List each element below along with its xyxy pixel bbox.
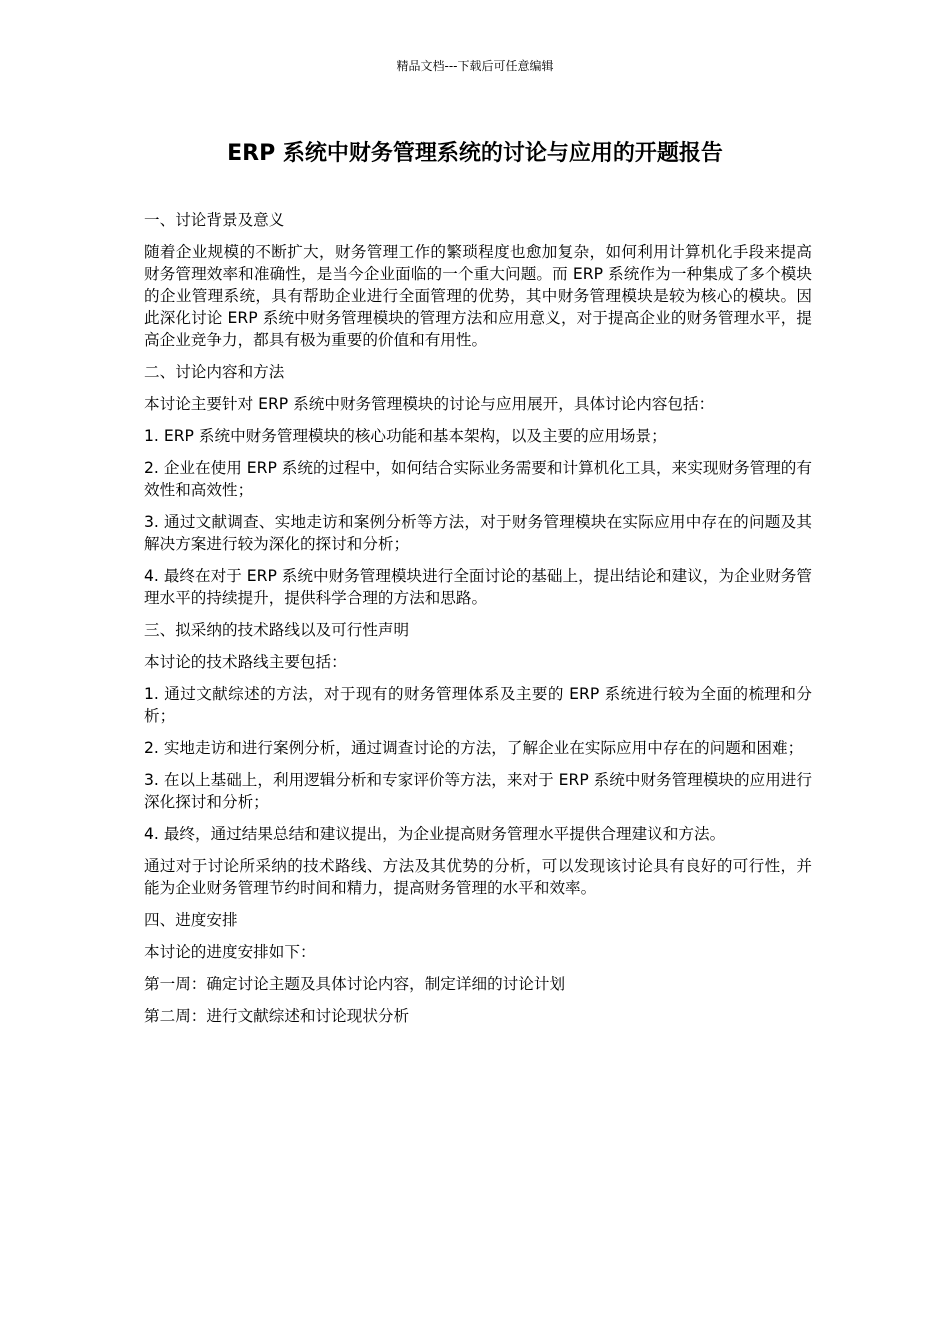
route-item-4: 4. 最终，通过结果总结和建议提出，为企业提高财务管理水平提供合理建议和方法。 [144,825,726,843]
route-item-3: 3. 在以上基础上，利用逻辑分析和专家评价等方法，来对于 ERP 系统中财务管理模块的应用进行深化探讨和分析； [144,771,812,811]
content-item-3: 3. 通过文献调查、实地走访和案例分析等方法，对于财务管理模块在实际应用中存在的问题及其解决方案进行较为深化的探讨和分析； [144,513,812,553]
schedule-intro-paragraph: 本讨论的进度安排如下： [144,943,316,961]
page-header-note: 精品文档---下载后可任意编辑 [396,59,554,73]
route-item-2: 2. 实地走访和进行案例分析，通过调查讨论的方法，了解企业在实际应用中存在的问题和困难； [144,739,804,757]
document-body [144,209,812,1037]
content-item-4: 4. 最终在对于 ERP 系统中财务管理模块进行全面讨论的基础上，提出结论和建议，为企业财务管理水平的持续提升，提供科学合理的方法和思路。 [144,567,812,607]
content-item-1: 1. ERP 系统中财务管理模块的核心功能和基本架构，以及主要的应用场景； [144,427,667,445]
section-heading-background: 一、讨论背景及意义 [144,211,285,229]
document-title: ERP 系统中财务管理系统的讨论与应用的开题报告 [227,141,723,166]
schedule-week-2: 第二周：进行文献综述和讨论现状分析 [144,1007,410,1025]
route-intro-paragraph: 本讨论的技术路线主要包括： [144,653,347,671]
content-item-2: 2. 企业在使用 ERP 系统的过程中，如何结合实际业务需要和计算机化工具，来实现财务管理的有效性和高效性； [144,459,812,499]
feasibility-paragraph: 通过对于讨论所采纳的技术路线、方法及其优势的分析，可以发现该讨论具有良好的可行性，并能为企业财务管理节约时间和精力，提高财务管理的水平和效率。 [144,857,812,897]
section-heading-schedule: 四、进度安排 [144,911,238,929]
schedule-week-1: 第一周：确定讨论主题及具体讨论内容，制定详细的讨论计划 [144,975,566,993]
section-heading-technical-route: 三、拟采纳的技术路线以及可行性声明 [144,621,410,639]
section-heading-content-methods: 二、讨论内容和方法 [144,363,285,381]
background-paragraph: 随着企业规模的不断扩大，财务管理工作的繁琐程度也愈加复杂，如何利用计算机化手段来提高财务管理效率和准确性，是当今企业面临的一个重大问题。而 ERP 系统作为一种集成了多个模块的企业管理系统，具有帮助企业进行全面管理的优势，其中财务管理模块是较为核心的模块。因此深化讨论 ERP 系统中财务管理模块的管理方法和应用意义，对于提高企业的财务管理水平，提高企业竞争力，都具有极为重要的价值和有用性。 [144,243,812,349]
content-intro-paragraph: 本讨论主要针对 ERP 系统中财务管理模块的讨论与应用展开，具体讨论内容包括： [144,395,715,413]
route-item-1: 1. 通过文献综述的方法，对于现有的财务管理体系及主要的 ERP 系统进行较为全面的梳理和分析； [144,685,812,725]
